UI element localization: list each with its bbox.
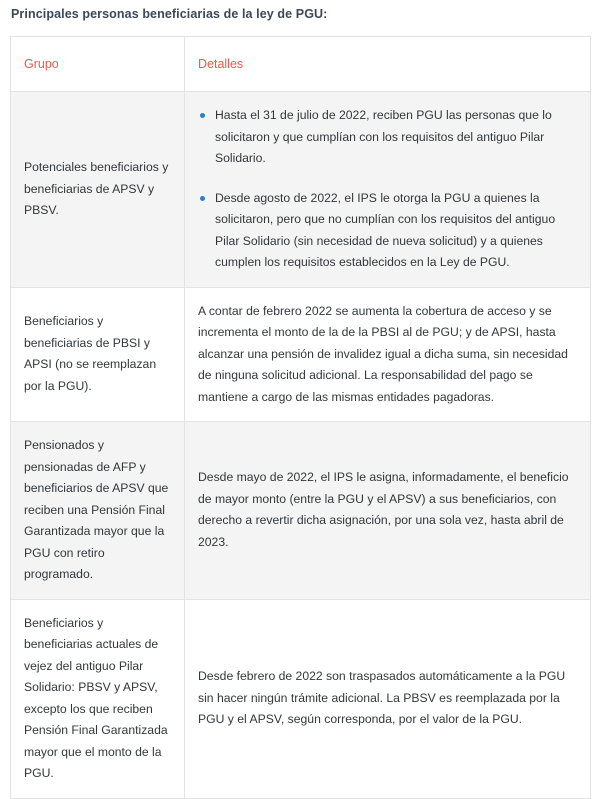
list-item-text: Hasta el 31 de julio de 2022, reciben PGU las personas que lo solicitaron y que cumplían con los requisitos del antiguo Pilar Solidario. (215, 108, 552, 165)
bullet-dot-icon (200, 113, 205, 118)
beneficiaries-table-container (10, 36, 590, 799)
cell-detalles (185, 599, 591, 798)
table-row (11, 599, 591, 798)
page-title: Principales personas beneficiarias de la ley de PGU: (11, 7, 328, 21)
column-header-grupo: Grupo (11, 37, 185, 92)
list-item (215, 188, 577, 274)
table-row (11, 287, 591, 422)
table-header-row (11, 37, 591, 92)
detalles-paragraph: A contar de febrero 2022 se aumenta la cobertura de acceso y se incrementa el monto de la de la PBSI al de PGU; y de APSI, hasta alcanzar una pensión de invalidez igual a dicha suma, sin necesidad de ninguna solicitud adicional. La responsabilidad del pago se mantiene a cargo de las mismas entidades pagadoras. (198, 303, 568, 404)
table-header (11, 37, 591, 92)
cell-grupo: Potenciales beneficiarios y beneficiarias de APSV y PBSV. (11, 92, 185, 288)
table-body (11, 92, 591, 799)
table-row (11, 422, 591, 600)
bullet-dot-icon (200, 196, 205, 201)
cell-detalles (185, 287, 591, 422)
list-item-text: Desde agosto de 2022, el IPS le otorga la PGU a quienes la solicitaron, pero que no cumplían con los requisitos del antiguo Pilar Solidario (sin necesidad de nueva solicitud) y a quienes cumplen los requisitos establecidos en la Ley de PGU. (215, 190, 556, 269)
detalles-paragraph: Desde mayo de 2022, el IPS le asigna, informadamente, el beneficio de mayor monto (entre la PGU y el APSV) a sus beneficiarios, con derecho a revertir dicha asignación, por una sola vez, hasta abril de 2023. (198, 470, 569, 549)
detalles-bullet-list (198, 105, 577, 274)
list-item (215, 105, 577, 170)
cell-grupo: Beneficiarios y beneficiarias actuales de vejez del antiguo Pilar Solidario: PBSV y APSV, excepto los que reciben Pensión Final Garantizada mayor que el monto de la PGU. (11, 599, 185, 798)
detalles-paragraph: Desde febrero de 2022 son traspasados automáticamente a la PGU sin hacer ningún trámite adicional. La PBSV es reemplazada por la PGU y el APSV, según corresponda, por el valor de la PGU. (198, 669, 566, 727)
cell-detalles (185, 92, 591, 288)
cell-grupo: Beneficiarios y beneficiarias de PBSI y APSI (no se reemplazan por la PGU). (11, 287, 185, 422)
table-row (11, 92, 591, 288)
cell-detalles (185, 422, 591, 600)
column-header-detalles: Detalles (185, 37, 591, 92)
cell-grupo: Pensionados y pensionadas de AFP y beneficiarios de APSV que reciben una Pensión Final Garantizada mayor que la PGU con retiro programado. (11, 422, 185, 600)
beneficiaries-table (10, 36, 591, 799)
